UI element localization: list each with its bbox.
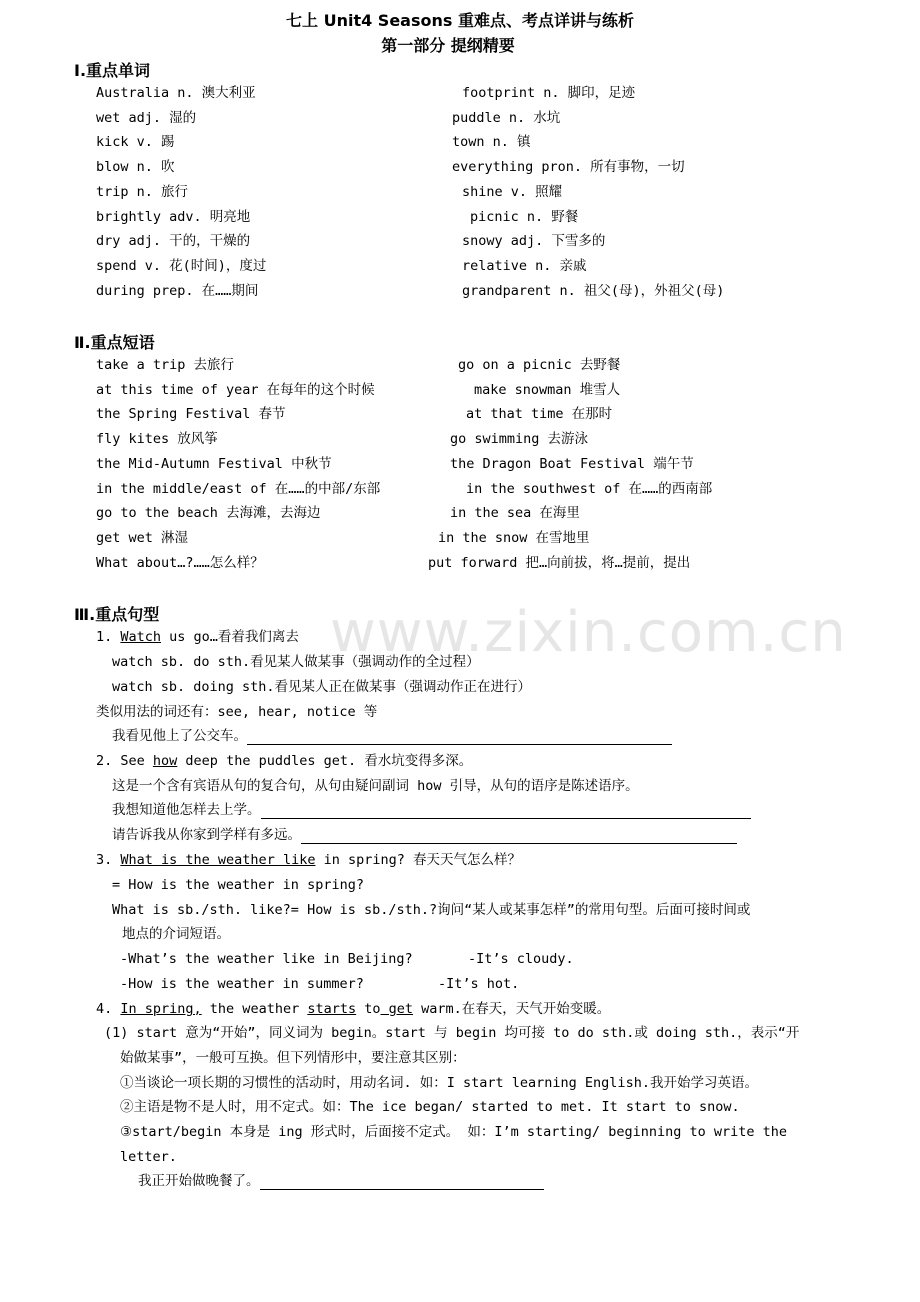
exercise-line <box>112 727 672 745</box>
list-item: fly kites 放风筝 <box>96 431 218 448</box>
note-line: = How is the weather in spring? <box>112 877 364 893</box>
list-item: shine v. 照耀 <box>462 183 563 200</box>
list-item: spend v. 花(时间)，度过 <box>96 257 267 274</box>
list-item: take a trip 去旅行 <box>96 357 235 373</box>
note-line: (1) start 意为“开始”，同义词为 begin。start 与 begin 均可接 to do sth.或 doing sth.，表示“开 <box>104 1025 800 1041</box>
note-line: ③start/begin 本身是 ing 形式时，后面接不定式。 如：I’m starting/ beginning to write the <box>120 1124 787 1140</box>
exercise-prompt: 请告诉我从你家到学样有多远。 <box>112 827 301 843</box>
answer-blank[interactable] <box>247 730 672 745</box>
document-title: 七上 Unit4 Seasons 重难点、考点详讲与练析 <box>286 11 634 30</box>
list-item: everything pron. 所有事物，一切 <box>452 159 685 176</box>
list-item: in the southwest of 在……的西南部 <box>466 480 713 497</box>
dialog-answer: -It’s hot. <box>438 976 520 992</box>
list-item: make snowman 堆雪人 <box>474 381 621 398</box>
list-item: What about…?……怎么样？ <box>96 554 264 571</box>
note-line: ②主语是物不是人时，用不定式。如：The ice began/ started to met. It start to snow. <box>120 1099 740 1115</box>
sentence-2 <box>96 752 472 770</box>
sentence-text: the weather <box>201 1001 308 1017</box>
section-heading-words: Ⅰ.重点单词 <box>74 61 151 80</box>
list-item: at that time 在那时 <box>466 406 613 423</box>
list-item: the Dragon Boat Festival 端午节 <box>450 455 694 472</box>
underlined-text: how <box>152 753 178 769</box>
underlined-text: Watch <box>120 629 162 645</box>
list-item: dry adj. 干的，干燥的 <box>96 233 251 250</box>
list-item: put forward 把…向前拔，将…提前，提出 <box>428 554 691 571</box>
note-line: 类似用法的词还有：see, hear, notice 等 <box>96 704 378 720</box>
sentence-text: to <box>356 1001 381 1017</box>
note-line: 这是一个含有宾语从句的复合句，从句由疑问副词 how 引导，从句的语序是陈述语序。 <box>112 778 639 794</box>
dialog-question: -How is the weather in summer? <box>120 976 364 992</box>
list-item: in the middle/east of 在……的中部/东部 <box>96 480 381 497</box>
list-item: picnic n. 野餐 <box>470 208 579 225</box>
list-item: go to the beach 去海滩，去海边 <box>96 505 321 522</box>
list-item: in the sea 在海里 <box>450 505 580 522</box>
underlined-text: In spring, <box>120 1001 202 1017</box>
answer-blank[interactable] <box>261 804 751 819</box>
note-line: ①当谈论一项长期的习惯性的活动时，用动名词. 如：I start learning English.我开始学习英语。 <box>120 1075 758 1091</box>
section-heading-phrases: Ⅱ.重点短语 <box>74 333 155 352</box>
list-item: the Spring Festival 春节 <box>96 406 286 423</box>
dialog-answer: -It’s cloudy. <box>468 951 574 967</box>
sentence-4 <box>96 1000 610 1018</box>
list-item: get wet 淋湿 <box>96 529 189 546</box>
sentence-text: us go…看着我们离去 <box>161 629 299 645</box>
note-line: watch sb. do sth.看见某人做某事（强调动作的全过程） <box>112 654 480 670</box>
list-item: during prep. 在……期间 <box>96 282 259 299</box>
exercise-line <box>138 1172 544 1190</box>
note-line: letter. <box>120 1149 177 1165</box>
watermark: www.zixin.com.cn <box>330 600 847 665</box>
exercise-prompt: 我想知道他怎样去上学。 <box>112 802 261 818</box>
list-item: puddle n. 水坑 <box>452 109 561 126</box>
list-item: trip n. 旅行 <box>96 183 189 200</box>
sentence-1 <box>96 628 299 646</box>
list-item: Australia n. 澳大利亚 <box>96 85 256 101</box>
sentence-number: 1. <box>96 629 121 645</box>
list-item: in the snow 在雪地里 <box>438 529 590 546</box>
sentence-number: 4. <box>96 1001 121 1017</box>
sentence-number: 3. <box>96 852 121 868</box>
list-item: brightly adv. 明亮地 <box>96 208 251 225</box>
underlined-text: starts <box>307 1001 357 1017</box>
list-item: kick v. 踢 <box>96 134 175 151</box>
underlined-text: What is the weather like <box>120 852 316 868</box>
underlined-text: get <box>380 1001 414 1017</box>
section-heading-sentences: Ⅲ.重点句型 <box>74 605 160 624</box>
dialog-question: -What’s the weather like in Beijing? <box>120 951 413 967</box>
exercise-line <box>112 801 751 819</box>
exercise-line <box>112 826 737 844</box>
answer-blank[interactable] <box>260 1175 544 1190</box>
list-item: go on a picnic 去野餐 <box>458 357 621 373</box>
list-item: go swimming 去游泳 <box>450 431 589 448</box>
list-item: footprint n. 脚印，足迹 <box>462 85 636 101</box>
answer-blank[interactable] <box>301 829 737 844</box>
note-line: What is sb./sth. like?= How is sb./sth.?询问“某人或某事怎样”的常用句型。后面可接时间或 <box>112 902 751 918</box>
list-item: town n. 镇 <box>452 134 531 151</box>
list-item: at this time of year 在每年的这个时候 <box>96 381 375 398</box>
list-item: the Mid-Autumn Festival 中秋节 <box>96 455 332 472</box>
note-line: 地点的介词短语。 <box>122 926 230 942</box>
note-line: 始做某事”，一般可互换。但下列情形中，要注意其区别： <box>120 1050 466 1066</box>
list-item: blow n. 吹 <box>96 159 175 176</box>
document-subtitle: 第一部分 提纲精要 <box>381 36 515 55</box>
exercise-prompt: 我正开始做晚餐了。 <box>138 1173 260 1189</box>
list-item: wet adj. 湿的 <box>96 109 197 126</box>
sentence-text: 2. See <box>96 753 153 769</box>
sentence-text: warm.在春天，天气开始变暖。 <box>413 1001 611 1017</box>
sentence-3 <box>96 851 521 869</box>
list-item: grandparent n. 祖父(母)，外祖父(母) <box>462 282 725 299</box>
sentence-text: deep the puddles get. 看水坑变得多深。 <box>177 753 473 769</box>
sentence-text: in spring? 春天天气怎么样？ <box>315 852 522 868</box>
list-item: relative n. 亲戚 <box>462 257 587 274</box>
list-item: snowy adj. 下雪多的 <box>462 233 606 250</box>
note-line: watch sb. doing sth.看见某人正在做某事（强调动作正在进行） <box>112 679 532 695</box>
exercise-prompt: 我看见他上了公交车。 <box>112 728 247 744</box>
